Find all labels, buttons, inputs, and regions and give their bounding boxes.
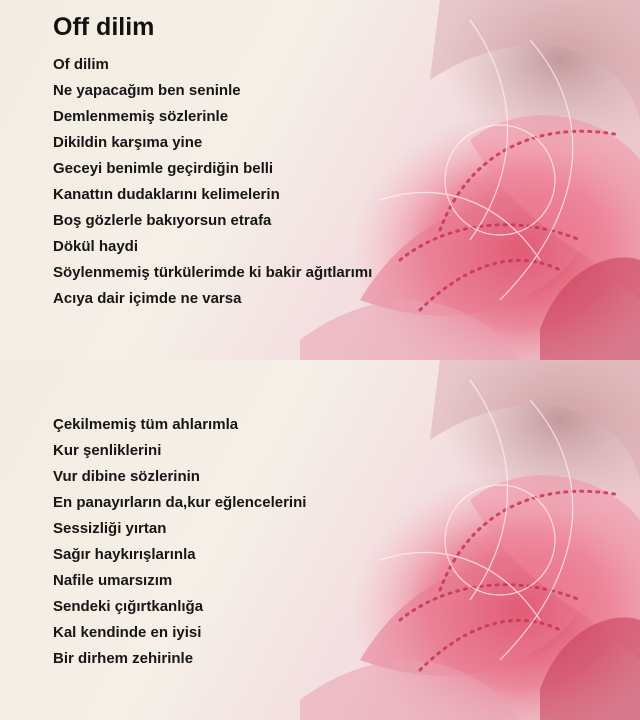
- poem-line: Vur dibine sözlerinin: [53, 468, 200, 485]
- poem-line: Dökül haydi: [53, 238, 139, 255]
- poem-line: Acıya dair içimde ne varsa: [53, 290, 242, 307]
- poem-line: Kal kendinde en iyisi: [53, 624, 202, 641]
- poem-line: Geceyi benimle geçirdiğin belli: [53, 160, 274, 177]
- poem-line: Of dilim: [53, 56, 109, 73]
- poem-line: Dikildin karşıma yine: [53, 134, 203, 151]
- poem-line: En panayırların da,kur eğlencelerini: [53, 494, 307, 511]
- poem-panel-bottom: [0, 360, 640, 720]
- poem-line: Sessizliği yırtan: [53, 520, 167, 537]
- poem-line: Boş gözlerle bakıyorsun etrafa: [53, 212, 272, 229]
- poem-line: Ne yapacağım ben seninle: [53, 82, 241, 99]
- poem-line: Demlenmemiş sözlerinle: [53, 108, 229, 125]
- poem-line: Çekilmemiş tüm ahlarımla: [53, 416, 239, 433]
- poem-line: Nafile umarsızım: [53, 572, 173, 589]
- poem-line: Söylenmemiş türkülerimde ki bakir ağıtlarımı: [53, 264, 373, 281]
- poem-title: Off dilim: [53, 13, 155, 41]
- stanza-1: [53, 52, 372, 312]
- poem-line: Sağır haykırışlarınla: [53, 546, 196, 563]
- poem-line: Sendeki çığırtkanlığa: [53, 598, 204, 615]
- poem-line: Bir dirhem zehirinle: [53, 650, 194, 667]
- stanza-2: [53, 412, 306, 672]
- poem-line: Kur şenliklerini: [53, 442, 162, 459]
- poem-line: Kanattın dudaklarını kelimelerin: [53, 186, 280, 203]
